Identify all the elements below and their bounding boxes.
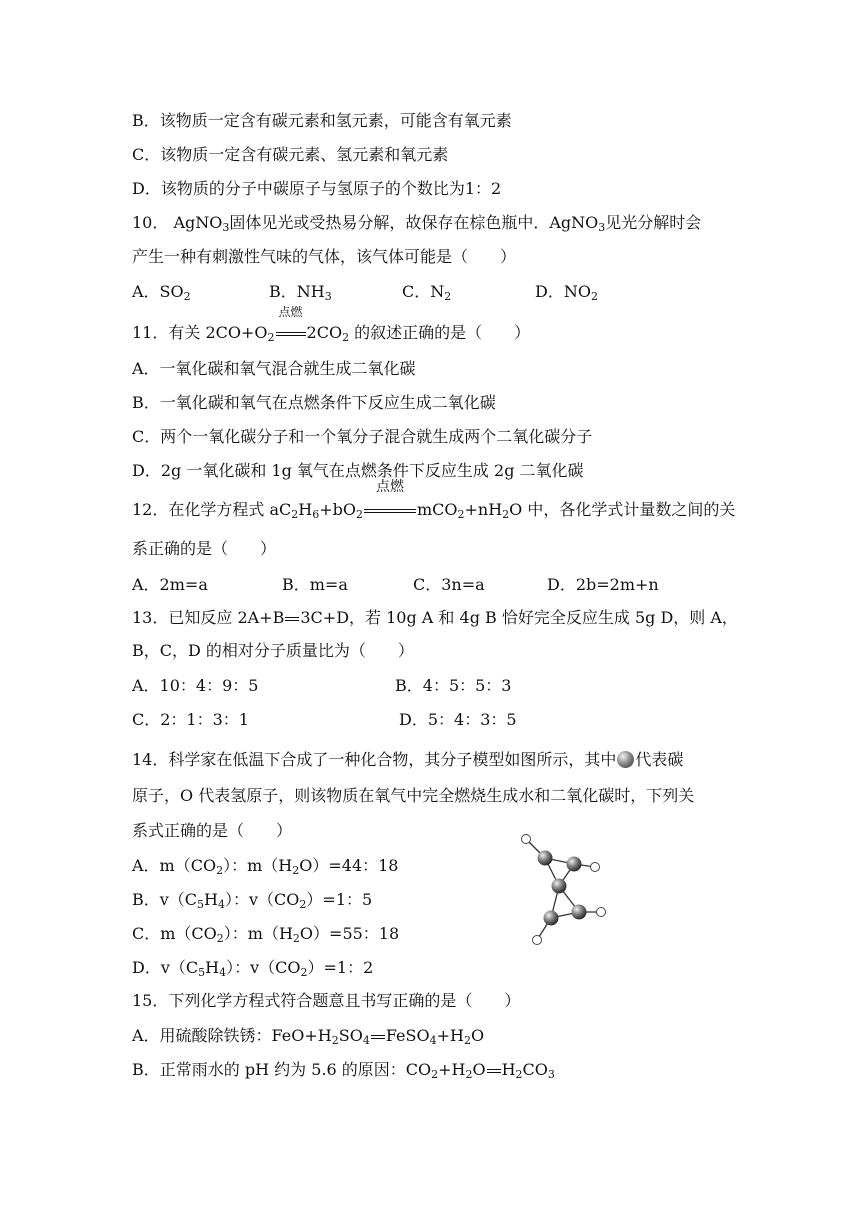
q12-option-a: A．2m=a xyxy=(132,575,208,594)
hydrogen-atom xyxy=(591,863,600,872)
q13-stem-line2: B，C，D 的相对分子质量比为（ ） xyxy=(132,641,414,660)
q10-stem-line1: 10． AgNO$_3$固体见光或受热易分解，故保存在棕色瓶中．AgNO$_3$见光分解时会 xyxy=(132,213,702,234)
carbon-atom xyxy=(572,905,587,920)
q11-condition: 点燃 xyxy=(278,305,303,319)
q10-stem-line2: 产生一种有刺激性气味的气体，该气体可能是（ ） xyxy=(132,247,517,266)
q12-option-b: B．m=a xyxy=(282,575,348,594)
q12-reaction-arrow xyxy=(363,479,417,521)
carbon-atom xyxy=(552,879,567,894)
q11-option-c: C．两个一氧化碳分子和一个氧分子混合就生成两个二氧化碳分子 xyxy=(132,427,593,446)
hydrogen-atom xyxy=(533,936,542,945)
q14-stem-line3: 系式正确的是（ ） xyxy=(132,821,293,840)
q14-option-c: C．$m(CO_2)$：$m(H_2O)=55$：18 xyxy=(132,924,400,945)
q10-option-c: C．$N_2$ xyxy=(402,282,452,303)
q9-option-c: C．该物质一定含有碳元素、氢元素和氧元素 xyxy=(132,145,449,164)
q11-reaction-arrow xyxy=(275,305,307,344)
q14-option-d: D．$v(C_5H_4)$：$v(CO_2)=1$：2 xyxy=(132,958,374,979)
q12-condition: 点燃 xyxy=(375,479,404,495)
q12-option-c: C．3n=a xyxy=(413,575,485,594)
hydrogen-atom xyxy=(522,835,531,844)
q11-option-a: A．一氧化碳和氧气混合就生成二氧化碳 xyxy=(132,359,416,378)
q9-option-d: D．该物质的分子中碳原子与氢原子的个数比为1：2 xyxy=(132,179,502,198)
q15-option-b: B．正常雨水的 pH 约为 5.6 的原因：$CO_2+H_2O$ $H_2CO_3$ xyxy=(132,1060,555,1081)
q12-stem-line1: 12．在化学方程式 $aC_2H_6+bO_2$ 点燃 $mCO_2+nH_2O$ 中，各化学式计量数之间的关 xyxy=(132,479,736,521)
q11-option-b: B．一氧化碳和氧气在点燃条件下反应生成二氧化碳 xyxy=(132,393,496,412)
q10-option-a: A．$SO_2$ xyxy=(132,282,191,303)
q9-option-b: B．该物质一定含有碳元素和氢元素，可能含有氧元素 xyxy=(132,111,512,130)
hydrogen-atom xyxy=(597,908,606,917)
q15-option-a: A．用硫酸除铁锈：$FeO+H_2SO_4$ $FeSO_4+H_2O$ xyxy=(132,1026,485,1047)
carbon-atom xyxy=(544,911,559,926)
q13-option-b: B．4：5：5：3 xyxy=(395,676,512,695)
q11-option-d: D．2g 一氧化碳和 1g 氧气在点燃条件下反应生成 2g 二氧化碳 xyxy=(132,461,584,480)
q15-stem: 15．下列化学方程式符合题意且书写正确的是（ ） xyxy=(132,991,521,1010)
q10-option-b: B．$NH_3$ xyxy=(269,282,332,303)
q11-stem: 11．有关 $2CO+O_2$ 点燃 $2CO_2$ 的叙述正确的是（ ） xyxy=(132,305,531,344)
carbon-atom-icon xyxy=(617,751,634,768)
q13-option-c: C．2：1：3：1 xyxy=(132,710,249,729)
q14-stem-line2: 原子，O 代表氢原子，则该物质在氧气中完全燃烧生成水和二氧化碳时，下列关 xyxy=(132,786,695,805)
q14-option-a: A．$m(CO_2)$：$m(H_2O)=44$：18 xyxy=(132,856,399,877)
q14-option-b: B．$v(C_5H_4)$：$v(CO_2)=1$：5 xyxy=(132,890,373,911)
carbon-atom xyxy=(567,857,582,872)
q13-option-d: D．5：4：3：5 xyxy=(399,710,517,729)
molecule-model-figure xyxy=(515,828,615,948)
q13-option-a: A．10：4：9：5 xyxy=(132,676,259,695)
q13-stem-line1: 13．已知反应 2A+B 3C+D，若 10g A 和 4g B 恰好完全反应生成 5g D，则 A， xyxy=(132,608,738,627)
q14-stem-line1: 14．科学家在低温下合成了一种化合物，其分子模型如图所示，其中 代表碳 xyxy=(132,750,684,769)
q12-stem-line2: 系正确的是（ ） xyxy=(132,539,277,558)
carbon-atom xyxy=(538,851,553,866)
q12-option-d: D．2b=2m+n xyxy=(547,575,659,594)
q10-option-d: D．$NO_2$ xyxy=(535,282,598,303)
